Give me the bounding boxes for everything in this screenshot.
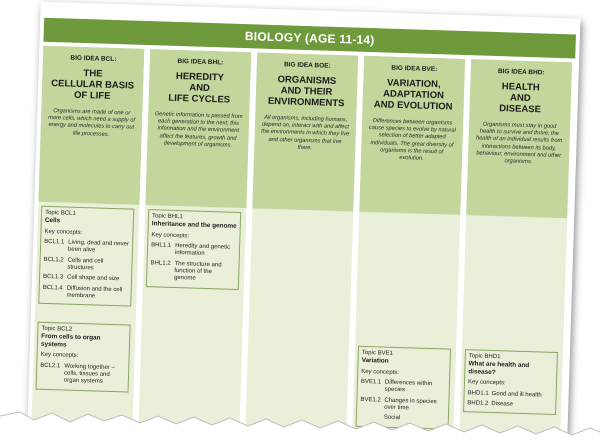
concept-code: BVE1.1: [360, 379, 382, 386]
big-idea-header: [466, 59, 572, 218]
concept-code: BCL1.2: [43, 256, 64, 264]
big-idea-header: [252, 52, 358, 211]
concept-code: BHL1.1: [151, 242, 172, 250]
torn-paper-edge: [0, 398, 600, 441]
big-idea-header: [145, 49, 251, 208]
topic-code: Topic BVE1: [361, 349, 393, 357]
concept-text: Heredity and genetic information: [174, 243, 231, 258]
topic-name: Inheritance and the genome: [151, 220, 237, 231]
topic-name: Variation: [361, 357, 389, 366]
key-concepts-label: Key concepts:: [467, 379, 506, 387]
big-idea-column-bve: [352, 56, 465, 439]
key-concept-item: [43, 257, 128, 274]
big-idea-column-boe: [245, 52, 358, 435]
big-idea-label: BIG IDEA BCL:: [70, 54, 117, 64]
topic-card-bhl1: [146, 209, 241, 290]
key-concepts-label: Key concepts:: [151, 232, 190, 240]
key-concepts-label: Key concepts:: [361, 368, 400, 376]
big-idea-label: BIG IDEA BHL:: [177, 57, 224, 67]
topic-name: From cells to organ systems: [40, 333, 101, 349]
big-idea-header: [38, 46, 144, 205]
big-idea-description: Organisms must stay in good health to survive and thrive; the health of an individual results from interactions between its body, behaviour, environment and other organisms.: [475, 121, 563, 166]
big-idea-description: Differences between organisms cause species to evolve by natural selection of better adapted individuals. The great diversity of organisms is the result of evolution.: [368, 118, 456, 162]
topic-code: Topic BCL1: [45, 209, 76, 217]
big-idea-label: BIG IDEA BHD:: [497, 68, 545, 77]
big-idea-label: BIG IDEA BVE:: [391, 64, 438, 74]
concept-text: Cell shape and size: [66, 274, 120, 283]
key-concept-item: [150, 260, 236, 285]
key-concept-item: [42, 285, 127, 302]
big-idea-title: HEALTH AND DISEASE: [499, 81, 542, 116]
concept-code: BHD1.2: [467, 400, 489, 407]
big-idea-header: [359, 56, 465, 215]
concept-text: Working together – cells, tissues and organ systems: [63, 363, 115, 386]
key-concepts-label: Key concepts:: [40, 352, 79, 360]
concept-code: BCL2.1: [40, 362, 61, 370]
big-idea-description: All organisms, including humans, depend on, interact with and affect the environments in which they live and other organisms that live there.: [261, 114, 350, 152]
concept-text: Diffusion and the cell membrane: [66, 285, 123, 300]
concept-text: The structure and function of the genome: [174, 260, 222, 283]
concept-text: Differences within species: [384, 379, 433, 394]
concept-text: Changes in species over time: [384, 397, 437, 412]
big-idea-description: Genetic information is passed from each generation to the next; this information and the environment affect the features, growth and development of organisms.: [154, 111, 243, 149]
big-idea-column-bhd: [459, 59, 572, 438]
key-concepts-label: Key concepts:: [44, 228, 83, 236]
big-idea-title: ORGANISMS AND THEIR ENVIRONMENTS: [267, 74, 345, 110]
topic-name: What are health and disease?: [468, 360, 530, 376]
curriculum-sheet: [28, 2, 581, 439]
topic-card-bcl1: [38, 206, 134, 307]
concept-text: Living, dead and never been alive: [67, 239, 129, 254]
concept-text: Good and ill health: [491, 390, 542, 399]
concept-text: Cells and cell structures: [67, 257, 104, 272]
big-idea-title: VARIATION, ADAPTATION AND EVOLUTION: [373, 77, 453, 113]
concept-code: BHD1.1: [467, 390, 489, 397]
concept-code: BVE1.2: [360, 396, 381, 404]
big-idea-title: HEREDITY AND LIFE CYCLES: [168, 70, 231, 106]
topic-name: Cells: [44, 217, 61, 225]
topic-code: Topic BCL2: [41, 325, 73, 333]
concept-text: Disease: [491, 401, 514, 408]
key-concept-item: [361, 379, 446, 396]
key-concept-item: [44, 239, 129, 256]
topic-code: Topic BHL1: [151, 213, 183, 221]
key-concept-item: [43, 274, 128, 284]
concept-text: Social: [383, 414, 401, 422]
topic-code: Topic BHD1: [468, 353, 501, 361]
concept-code: BCL1.1: [44, 239, 65, 246]
big-idea-label: BIG IDEA BOE:: [283, 61, 331, 70]
key-concept-item: [151, 242, 236, 259]
big-idea-column-bhl: [138, 49, 251, 432]
concept-code: BHL1.2: [150, 259, 171, 267]
concept-code: BCL1.3: [42, 274, 64, 281]
topic-card-bcl2: [36, 322, 131, 393]
big-idea-column-bcl: [31, 46, 144, 429]
big-idea-description: Organisms are made of one or more cells, which need a supply of energy and molecules to carry out life processes.: [48, 108, 136, 138]
page-title: BIOLOGY (AGE 11-14): [43, 18, 575, 59]
big-idea-title: THE CELLULAR BASIS OF LIFE: [51, 68, 135, 102]
key-concept-item: [40, 363, 126, 388]
concept-code: BCL1.4: [42, 284, 63, 292]
